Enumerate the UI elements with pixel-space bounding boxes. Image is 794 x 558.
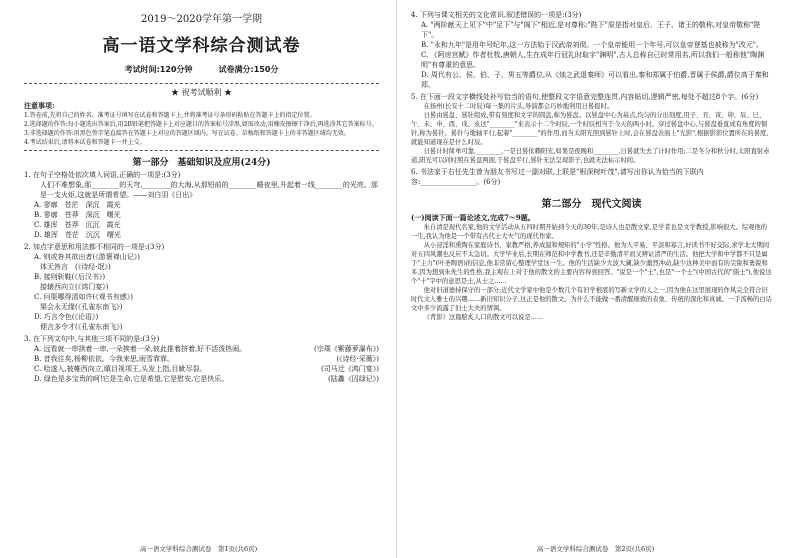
option-text: C. 哙遂入,披帷西向立,瞋目视项王,头发上指,目眦尽裂。 — [34, 365, 207, 373]
page-footer: 高一语文学科综合测试卷 第2页(共6页) — [536, 545, 655, 553]
option-text: D. 绿色是多宝贵的呵!它是生命,它是希望,它是慰安,它是快乐。 — [34, 375, 229, 383]
question-4-stem: 4. 下列与课文相关的文化常识,叙述错误的一项是:(3分) — [411, 11, 582, 19]
question-3-option — [24, 354, 379, 364]
header-rule — [24, 83, 379, 84]
question-4-option: D. 周代有公、侯、伯、子、男五等爵位,从《烛之武退秦师》可以看出,秦和郑属于伯爵,晋属于侯爵,爵位高于秦和郑。 — [421, 71, 769, 89]
exam-score: 试卷满分:150分 — [218, 65, 279, 74]
notice-banner: ★ 祝考试顺利 ★ — [170, 88, 233, 97]
question-1-option: B. 寥廓 苍莽 深沉 曙光 — [34, 211, 121, 219]
notice-item: 3.非选择题的作答:用黑色签字笔直接答在答题卡上对应的答题区域内。写在试卷、草稿纸和答题卡上的非答题区域均无效。 — [24, 130, 350, 137]
question-2-stem: 2. 加点字意思和用法都不相同的一项是:(3分) — [24, 243, 165, 251]
reading-paragraph: 从小浸淫和熏陶在家庭诗书、家教严格,养成温和规矩的"小学"性格。他为人平易、平淡和寡言,好读书不好交际,求学北大期间对五四风潮也反应不太急切。大学毕业后,长期在师范和中学教书,还是辛勤清平而又辨证清严的生活。他把大学和中学都不只是属于"主力"(叶圣陶语)的信息,他非常留心整理学堂这一生。他的生活缺少大波大澜,缺少激烈冲动,缺少这种美中而有的尖锐和勇锐和多,因为想到朱先生的性格,我主观在上对于他的散文的主要内容得到回答。"说是一个"士",也是"一个士"(中国古代的"儒士"),他说这个"十"字中的意思是士,从士之…… — [411, 242, 772, 285]
option-text: A. 远看就一串拱着一串,一朵挨着一朵,彼此推着挤着,好不活泼热闹。 — [34, 345, 247, 353]
question-3-stem: 3. 在下列文句中,与其他三项不同的是:(3分) — [24, 335, 160, 343]
notice-item: 2.选择题的作答:每小题选出答案后,用2B铅笔把答题卡上对应题目的答案标号涂黑,如需改动,用橡皮擦擦干净后,再选涂其它答案标号。 — [24, 121, 378, 128]
option-source: (司马迁《鸿门宴》) — [321, 365, 379, 373]
exam-meta — [24, 64, 379, 75]
option-source: (《诗经·采薇》) — [336, 355, 379, 363]
notice-title: 注意事项: — [24, 101, 55, 110]
question-3-option — [24, 374, 379, 384]
question-5-passage: 在扬州(长安十二时辰)每一集的片头,导演都会巧妙地利用日晷报时。 — [423, 103, 614, 110]
question-2-option: A. 则或咎其欲出者(《游褒禅山记》) — [34, 253, 140, 261]
question-2-option: B. 接则斩鞋(《后汉书》) — [34, 273, 106, 281]
reading-paragraph: 朱自清是现代名家,他的文学活动从五四时期开始到今天的30年,是诗人也是散文家,是学者也是文学教授,影响很大。综观他的一生,我认为他是一个带有古代士大夫气的现代作家。 — [411, 224, 768, 240]
reading-paragraph: 他对旧道德持保守的一部分;近代文学家中他是少数几个有旧学根底的写新文学的人之一,因为他在这里展现的作风完全符合旧时代文人雅士的兴趣……新旧知识分子,这正是他的散文。为什么不能做一番清醒细致的表象、传统的深化和真诚。一手流畅的白话文中多少流露了旧士大夫的情调。 — [411, 287, 772, 312]
question-2-option-pair: 体无咎言 (《诗经·氓》) — [40, 263, 111, 271]
exam-time: 考试时间:120分钟 — [124, 65, 193, 74]
section-two-title: 第二部分 现代文阅读 — [541, 199, 642, 210]
question-4-option: B. "永和九年"是用年号纪年,这一方法始于汉武帝刘彻。一个皇帝能用一个年号,可以皇帝登基也被称为"改元"。 — [421, 41, 763, 49]
question-5-passage: 日晷由晷盘、晷针组成,带有刻度和文字的圆盘,称为晷盘。以晷盘中心为基点,均匀的分出刻度,用子、丑、寅、卯、辰、巳、午、未、申、酉、戌、亥这"________"来表示十二个时辰,一个时辰相当于今天的两小时。穿过晷盘中心,与晷盘垂直或有角度的铜针,称为晷针。晷针与地轴平行,起着"________"的作用,而当太阳光照到晷针上时,会在晷盘表面上"光影",根据影影位置所在的晷度,就能知道现在是什么时辰。 — [411, 112, 769, 146]
question-3-option — [24, 364, 379, 374]
question-2-option-pair: 便言多令才(《孔雀东南飞》) — [40, 323, 123, 331]
notice-rule — [24, 150, 379, 151]
notice-item: 4.考试结束后,请将本试卷和答题卡一并上交。 — [24, 139, 146, 146]
section-one-title: 第一部分 基础知识及应用(24分) — [132, 158, 271, 168]
question-5-passage: 日晷计时简单可靠,________,一是日晷依赖阳光,如果是夜晚和________,日晷就失去了计时作用;二是冬分和秋分时,太阳直射赤道,阳光可以同时照在晷盘两面,于晷盘平行,晷针无法呈现影子,也就无法标示时间。 — [411, 148, 770, 164]
reading-paragraph: 《背影》这篇脍炙人口的散文可以说是…… — [423, 314, 544, 321]
question-1-text: 人们不难想象,那________的天穹,________的大海,从那铅前的________睡夜里,升起着一线________的光亮。那是一支火炬,这就是所谓希望。——刘白羽《日出》 — [40, 181, 378, 199]
question-4-option: C. 《阿房宫赋》作者杜牧,唐朝人,生在成年行冠礼时取字"渊明",古人总称自己时常用名,所以我们一般称他"陶渊明"有尊重的意思。 — [421, 51, 765, 69]
question-2-option-pair: 接辕西向立(《鸿门宴》) — [40, 283, 109, 291]
page-footer: 高一语文学科综合测试卷 第1页(共6页) — [139, 545, 258, 553]
question-6-stem: 6. 书法家于右任先生曾为朋友书写过一副对联,上联是"根深树叶茂",请写出你认为恰当的下联内容:________________。(6分) — [411, 168, 704, 186]
notice-item: 1.答卷前,先将自己的姓名、准考证号填写在试卷和答题卡上,并将准考证号条形码粘贴在答题卡上的指定位置。 — [24, 112, 316, 119]
exam-title: 高一语文学科综合测试卷 — [102, 36, 301, 56]
question-2-option-pair: 渠会永无缘(《孔雀东南飞》) — [40, 303, 123, 311]
question-1-option: A. 寥廓 苍茫 深沉 霞光 — [34, 201, 121, 209]
question-2-option: C. 问渠哪得清如许(《观书有感》) — [34, 293, 134, 301]
question-2-option: D. 巧言令色(《论语》) — [34, 313, 99, 321]
option-source: (宗璞《紫藤萝瀑布》) — [314, 345, 379, 353]
question-1-option: D. 雄浑 苍茫 沉沉 曙光 — [34, 231, 121, 239]
reading-subtitle: (一)阅读下面一篇论述文,完成7～9题。 — [411, 213, 535, 222]
question-4-option: A. "两阶献天上见下"中"足下"与"阁下"相近,是对尊称;"陛下"原是指对皇后、王子、诸王的敬称,对皇帝敬称"陛下"。 — [421, 21, 761, 39]
school-year: 2019～2020学年第一学期 — [141, 14, 262, 25]
right-page — [397, 0, 794, 558]
question-3-option — [24, 344, 379, 354]
question-1-stem: 1. 在句子空格处依次填入词语,正确的一项是:(3分) — [24, 171, 181, 179]
question-5-stem: 5. 在下面一段文字横线处补写恰当的语句,使整段文字语意完整连贯,内容贴切,逻辑严密,每处不超过8个字。(6分) — [411, 93, 759, 101]
option-source: (陆蠡《囚绿记》) — [328, 375, 379, 383]
option-text: B. 昔我往矣,杨柳依依。今我来思,雨雪霏霏。 — [34, 355, 175, 363]
question-1-option: C. 雄浑 苍莽 沉沉 霞光 — [34, 221, 121, 229]
